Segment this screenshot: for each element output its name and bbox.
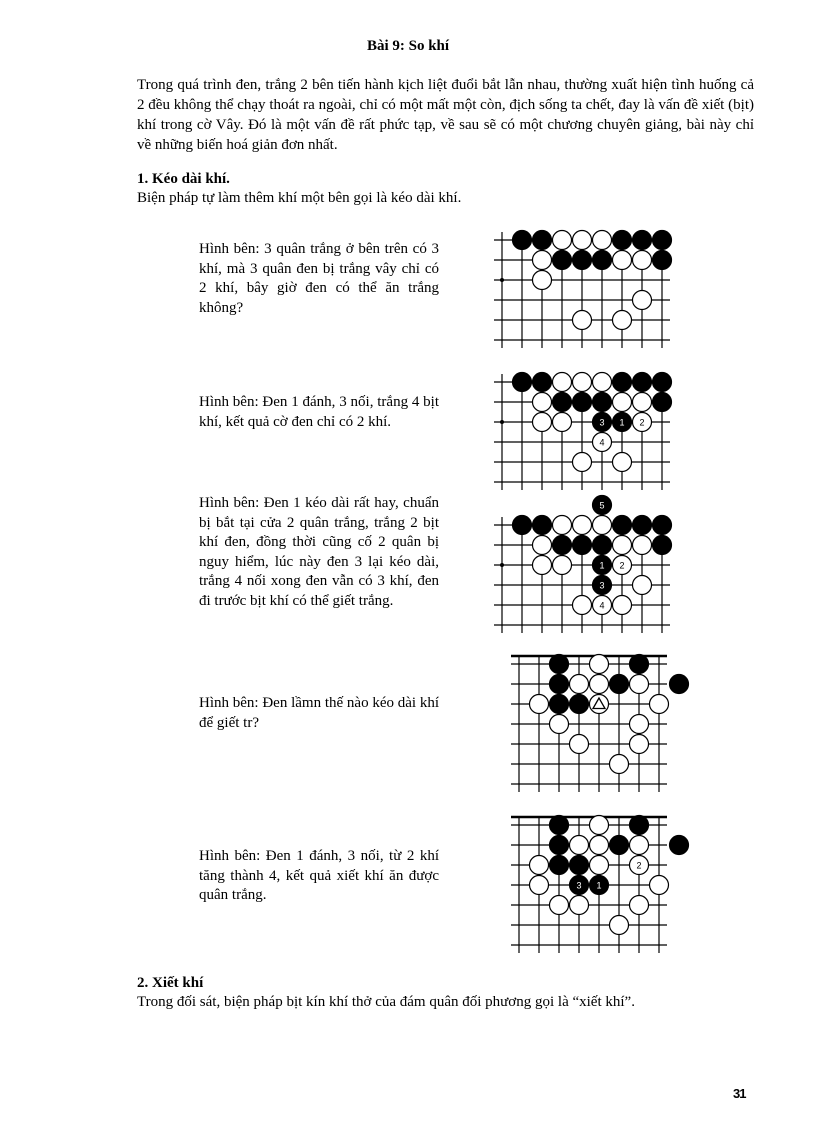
black-stone: [573, 251, 592, 270]
move-number: 2: [619, 560, 625, 571]
white-stone: [573, 453, 592, 472]
white-stone: [533, 413, 552, 432]
section-1-heading: 1. Kéo dài khí.: [137, 171, 230, 187]
black-stone: [570, 856, 589, 875]
white-stone: [533, 251, 552, 270]
black-stone: [513, 231, 532, 250]
white-stone: [550, 715, 569, 734]
white-stone: [533, 271, 552, 290]
move-number: 1: [599, 560, 605, 571]
white-stone: [553, 516, 572, 535]
black-stone: [593, 251, 612, 270]
black-stone: [653, 536, 672, 555]
white-stone: [593, 231, 612, 250]
white-stone: [530, 856, 549, 875]
white-stone: [573, 596, 592, 615]
black-stone: [613, 516, 632, 535]
move-number: 5: [599, 500, 605, 511]
white-stone: [630, 715, 649, 734]
move-number: 3: [599, 417, 605, 428]
white-stone: [610, 755, 629, 774]
white-stone: [573, 373, 592, 392]
white-stone: [613, 393, 632, 412]
white-stone: [613, 453, 632, 472]
white-stone: [533, 536, 552, 555]
white-stone: [590, 816, 609, 835]
go-board-4: [511, 645, 681, 790]
move-number: 3: [599, 580, 605, 591]
move-number: 2: [639, 417, 645, 428]
figure-2-caption: Hình bên: Đen 1 đánh, 3 nối, trắng 4 bịt khí, kết quả cờ đen chỉ có 2 khí.: [199, 394, 439, 430]
black-stone: [653, 251, 672, 270]
figure-1-caption: Hình bên: 3 quân trắng ở bên trên có 3 khí, mà 3 quân đen bị trắng vây chỉ có 2 khí, bây giờ đen có thể ăn trắng không?: [199, 241, 439, 316]
black-stone: [670, 675, 689, 694]
go-board-5: [511, 804, 681, 949]
white-stone: [593, 373, 612, 392]
page-title: Bài 9: So khí: [366, 38, 450, 54]
star-point: [500, 420, 504, 424]
white-stone: [633, 393, 652, 412]
white-stone: [530, 695, 549, 714]
black-stone: [613, 373, 632, 392]
black-stone: [630, 816, 649, 835]
black-stone: [533, 231, 552, 250]
black-stone: [633, 516, 652, 535]
white-stone: [550, 896, 569, 915]
go-board-3: [492, 492, 682, 632]
go-board-2: [492, 362, 682, 487]
black-stone: [550, 695, 569, 714]
black-stone: [593, 393, 612, 412]
section-2-heading: 2. Xiết khí: [137, 975, 204, 991]
intro-paragraph: Trong quá trình đen, trắng 2 bên tiến hành kịch liệt đuổi bắt lẫn nhau, thường xuất hiện tình huống cả 2 đều không thể chạy thoát ra ngoài, chỉ có một mất một còn, địch sống ta chết, đay là vấn đề xiết (bịt) khí trong cờ Vây. Đó là một vấn đề rất phức tạp, về sau sẽ có một chương chuyên giảng, bài này chỉ về những biến hoá giản đơn nhất.: [137, 77, 754, 153]
white-stone: [573, 231, 592, 250]
black-stone: [533, 516, 552, 535]
white-stone: [633, 251, 652, 270]
black-stone: [630, 655, 649, 674]
white-stone: [553, 556, 572, 575]
white-stone: [533, 556, 552, 575]
white-stone: [630, 896, 649, 915]
move-number: 3: [576, 880, 582, 891]
black-stone: [513, 373, 532, 392]
white-stone: [533, 393, 552, 412]
black-stone: [653, 393, 672, 412]
section-2-text: Trong đối sát, biện pháp bịt kín khí thở của đám quân đối phương gọi là “xiết khí”.: [137, 994, 635, 1010]
black-stone: [593, 536, 612, 555]
white-stone: [630, 836, 649, 855]
white-stone: [553, 413, 572, 432]
black-stone: [550, 655, 569, 674]
white-stone: [570, 836, 589, 855]
black-stone: [653, 231, 672, 250]
white-stone: [590, 836, 609, 855]
black-stone: [653, 516, 672, 535]
white-stone: [590, 655, 609, 674]
black-stone: [550, 816, 569, 835]
white-stone: [590, 675, 609, 694]
black-stone: [653, 373, 672, 392]
white-stone: [573, 311, 592, 330]
figure-3-caption: Hình bên: Đen 1 kéo dài rất hay, chuẩn bị bắt tại cửa 2 quân trắng, trắng 2 bịt khí đen, đồng thời cũng cố 2 quân bị nguy hiểm, lúc này đen 3 lại kéo dài, trắng 4 nối xong đen vẫn có 3 khí, đen đi trước bịt khí có thể giết trắng.: [199, 495, 439, 609]
star-point: [500, 278, 504, 282]
black-stone: [550, 836, 569, 855]
black-stone: [670, 836, 689, 855]
white-stone: [633, 536, 652, 555]
black-stone: [633, 231, 652, 250]
white-stone: [590, 856, 609, 875]
white-stone: [630, 735, 649, 754]
black-stone: [513, 516, 532, 535]
white-stone: [573, 516, 592, 535]
black-stone: [553, 251, 572, 270]
white-stone: [570, 735, 589, 754]
black-stone: [573, 536, 592, 555]
page-number: 31: [733, 1086, 746, 1101]
move-number: 1: [596, 880, 602, 891]
white-stone: [570, 896, 589, 915]
black-stone: [570, 695, 589, 714]
white-stone: [553, 373, 572, 392]
star-point: [500, 563, 504, 567]
black-stone: [553, 536, 572, 555]
white-stone: [613, 596, 632, 615]
white-stone: [650, 876, 669, 895]
black-stone: [610, 675, 629, 694]
black-stone: [553, 393, 572, 412]
move-number: 2: [636, 860, 642, 871]
white-stone: [613, 251, 632, 270]
section-1-text: Biện pháp tự làm thêm khí một bên gọi là kéo dài khí.: [137, 190, 462, 206]
white-stone: [530, 876, 549, 895]
black-stone: [613, 231, 632, 250]
white-stone: [650, 695, 669, 714]
white-stone: [630, 675, 649, 694]
white-stone: [613, 536, 632, 555]
white-stone: [593, 516, 612, 535]
figure-5-caption: Hình bên: Đen 1 đánh, 3 nối, từ 2 khí tăng thành 4, kết quả xiết khí ăn được quân trắng.: [199, 848, 439, 903]
black-stone: [610, 836, 629, 855]
figure-4-caption: Hình bên: Đen lầmn thế nào kéo dài khí để giết tr?: [199, 695, 439, 731]
black-stone: [533, 373, 552, 392]
white-stone: [610, 916, 629, 935]
move-number: 4: [599, 600, 605, 611]
black-stone: [573, 393, 592, 412]
black-stone: [550, 856, 569, 875]
go-board-1: [492, 220, 682, 345]
white-stone: [570, 675, 589, 694]
move-number: 1: [619, 417, 625, 428]
move-number: 4: [599, 437, 605, 448]
white-stone: [553, 231, 572, 250]
black-stone: [550, 675, 569, 694]
white-stone: [613, 311, 632, 330]
black-stone: [633, 373, 652, 392]
white-stone: [633, 576, 652, 595]
white-stone: [633, 291, 652, 310]
